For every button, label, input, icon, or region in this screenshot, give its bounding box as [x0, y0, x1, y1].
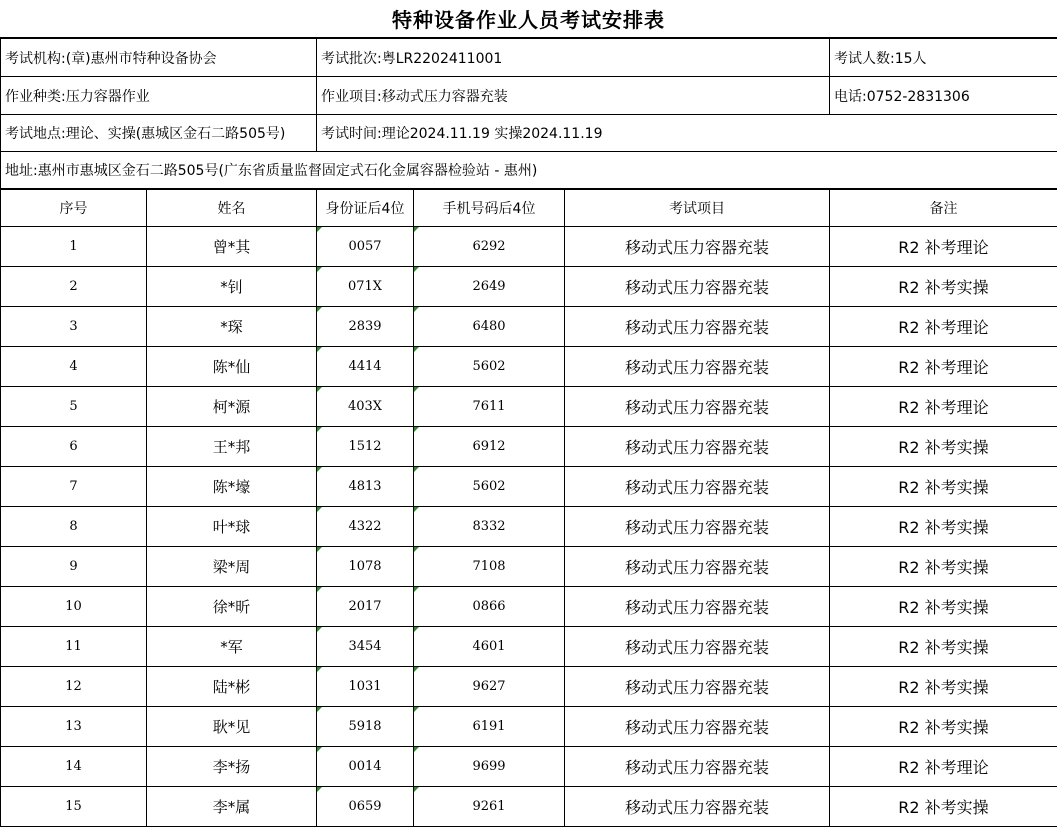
project-cell[interactable]: 移动式压力容器充装 — [565, 507, 830, 547]
seq-cell[interactable]: 4 — [1, 347, 147, 387]
address-cell[interactable]: 地址:惠州市惠城区金石二路505号(广东省质量监督固定式石化金属容器检验站 - 惠州) — [1, 152, 1057, 189]
phone4-cell[interactable]: 7108 — [414, 547, 565, 587]
location-cell[interactable]: 考试地点:理论、实操(惠城区金石二路505号) — [1, 115, 317, 152]
id4-cell[interactable]: 4414 — [317, 347, 414, 387]
phone4-cell[interactable]: 2649 — [414, 267, 565, 307]
table-row — [1, 467, 1057, 507]
item-cell[interactable]: 作业项目:移动式压力容器充装 — [317, 77, 830, 115]
id4-cell[interactable]: 4813 — [317, 467, 414, 507]
remark-cell[interactable]: R2 补考实操 — [830, 267, 1057, 307]
table-row — [1, 587, 1057, 627]
table-row — [1, 747, 1057, 787]
name-cell[interactable]: 李*属 — [147, 787, 317, 827]
column-header-phone4[interactable]: 手机号码后4位 — [414, 190, 565, 227]
category-cell[interactable]: 作业种类:压力容器作业 — [1, 77, 317, 115]
id4-cell[interactable]: 2017 — [317, 587, 414, 627]
id4-cell[interactable]: 2839 — [317, 307, 414, 347]
name-cell[interactable]: 李*扬 — [147, 747, 317, 787]
phone-cell[interactable]: 电话:0752-2831306 — [830, 77, 1057, 115]
name-cell[interactable]: 陈*仙 — [147, 347, 317, 387]
project-cell[interactable]: 移动式压力容器充装 — [565, 427, 830, 467]
name-cell[interactable]: *钊 — [147, 267, 317, 307]
table-row — [1, 427, 1057, 467]
column-header-name[interactable]: 姓名 — [147, 190, 317, 227]
table-row — [1, 667, 1057, 707]
table-row — [1, 347, 1057, 387]
seq-cell[interactable]: 8 — [1, 507, 147, 547]
seq-cell[interactable]: 9 — [1, 547, 147, 587]
seq-cell[interactable]: 13 — [1, 707, 147, 747]
phone4-cell[interactable]: 9627 — [414, 667, 565, 707]
table-body — [1, 227, 1057, 827]
name-cell[interactable]: 陈*壕 — [147, 467, 317, 507]
phone4-cell[interactable]: 5602 — [414, 467, 565, 507]
table-row — [1, 627, 1057, 667]
project-cell[interactable]: 移动式压力容器充装 — [565, 387, 830, 427]
seq-cell[interactable]: 11 — [1, 627, 147, 667]
remark-cell[interactable]: R2 补考实操 — [830, 467, 1057, 507]
seq-cell[interactable]: 1 — [1, 227, 147, 267]
remark-cell[interactable]: R2 补考实操 — [830, 547, 1057, 587]
remark-cell[interactable]: R2 补考实操 — [830, 667, 1057, 707]
table-row — [1, 547, 1057, 587]
institution-cell[interactable]: 考试机构:(章)惠州市特种设备协会 — [1, 39, 317, 77]
remark-cell[interactable]: R2 补考实操 — [830, 627, 1057, 667]
name-cell[interactable]: *军 — [147, 627, 317, 667]
phone4-cell[interactable]: 9699 — [414, 747, 565, 787]
project-cell[interactable]: 移动式压力容器充装 — [565, 587, 830, 627]
seq-cell[interactable]: 2 — [1, 267, 147, 307]
project-cell[interactable]: 移动式压力容器充装 — [565, 667, 830, 707]
table-row — [1, 707, 1057, 747]
remark-cell[interactable]: R2 补考实操 — [830, 507, 1057, 547]
project-cell[interactable]: 移动式压力容器充装 — [565, 267, 830, 307]
column-header-seq[interactable]: 序号 — [1, 190, 147, 227]
id4-cell[interactable]: 5918 — [317, 707, 414, 747]
name-cell[interactable]: 叶*球 — [147, 507, 317, 547]
candidate-table — [0, 189, 1057, 827]
column-header-remark[interactable]: 备注 — [830, 190, 1057, 227]
project-cell[interactable]: 移动式压力容器充装 — [565, 307, 830, 347]
project-cell[interactable]: 移动式压力容器充装 — [565, 467, 830, 507]
name-cell[interactable]: 柯*源 — [147, 387, 317, 427]
name-cell[interactable]: 徐*昕 — [147, 587, 317, 627]
id4-cell[interactable]: 4322 — [317, 507, 414, 547]
phone4-cell[interactable]: 6912 — [414, 427, 565, 467]
remark-cell[interactable]: R2 补考理论 — [830, 307, 1057, 347]
project-cell[interactable]: 移动式压力容器充装 — [565, 547, 830, 587]
remark-cell[interactable]: R2 补考理论 — [830, 747, 1057, 787]
remark-cell[interactable]: R2 补考实操 — [830, 707, 1057, 747]
seq-cell[interactable]: 7 — [1, 467, 147, 507]
batch-cell[interactable]: 考试批次:粤LR2202411001 — [317, 39, 830, 77]
name-cell[interactable]: *琛 — [147, 307, 317, 347]
remark-cell[interactable]: R2 补考实操 — [830, 787, 1057, 827]
id4-cell[interactable]: 1031 — [317, 667, 414, 707]
seq-cell[interactable]: 5 — [1, 387, 147, 427]
column-header-project[interactable]: 考试项目 — [565, 190, 830, 227]
project-cell[interactable]: 移动式压力容器充装 — [565, 227, 830, 267]
id4-cell[interactable]: 0014 — [317, 747, 414, 787]
phone4-cell[interactable]: 8332 — [414, 507, 565, 547]
project-cell[interactable]: 移动式压力容器充装 — [565, 707, 830, 747]
remark-cell[interactable]: R2 补考实操 — [830, 587, 1057, 627]
remark-cell[interactable]: R2 补考理论 — [830, 347, 1057, 387]
id4-cell[interactable]: 071X — [317, 267, 414, 307]
table-row — [1, 787, 1057, 827]
id4-cell[interactable]: 1512 — [317, 427, 414, 467]
table-row — [1, 267, 1057, 307]
project-cell[interactable]: 移动式压力容器充装 — [565, 347, 830, 387]
table-row — [1, 227, 1057, 267]
phone4-cell[interactable]: 9261 — [414, 787, 565, 827]
id4-cell[interactable]: 403X — [317, 387, 414, 427]
remark-cell[interactable]: R2 补考理论 — [830, 227, 1057, 267]
seq-cell[interactable]: 14 — [1, 747, 147, 787]
phone4-cell[interactable]: 6480 — [414, 307, 565, 347]
id4-cell[interactable]: 0659 — [317, 787, 414, 827]
phone4-cell[interactable]: 4601 — [414, 627, 565, 667]
page-title: 特种设备作业人员考试安排表 — [0, 0, 1057, 38]
name-cell[interactable]: 耿*见 — [147, 707, 317, 747]
table-row — [1, 507, 1057, 547]
remark-cell[interactable]: R2 补考实操 — [830, 427, 1057, 467]
project-cell[interactable]: 移动式压力容器充装 — [565, 747, 830, 787]
id4-cell[interactable]: 1078 — [317, 547, 414, 587]
phone4-cell[interactable]: 6191 — [414, 707, 565, 747]
phone4-cell[interactable]: 5602 — [414, 347, 565, 387]
seq-cell[interactable]: 10 — [1, 587, 147, 627]
id4-cell[interactable]: 3454 — [317, 627, 414, 667]
table-header-row — [1, 190, 1057, 227]
name-cell[interactable]: 梁*周 — [147, 547, 317, 587]
phone4-cell[interactable]: 7611 — [414, 387, 565, 427]
remark-cell[interactable]: R2 补考理论 — [830, 387, 1057, 427]
phone4-cell[interactable]: 6292 — [414, 227, 565, 267]
time-cell[interactable]: 考试时间:理论2024.11.19 实操2024.11.19 — [317, 115, 1057, 152]
project-cell[interactable]: 移动式压力容器充装 — [565, 787, 830, 827]
id4-cell[interactable]: 0057 — [317, 227, 414, 267]
column-header-id4[interactable]: 身份证后4位 — [317, 190, 414, 227]
seq-cell[interactable]: 15 — [1, 787, 147, 827]
table-row — [1, 387, 1057, 427]
name-cell[interactable]: 王*邦 — [147, 427, 317, 467]
phone4-cell[interactable]: 0866 — [414, 587, 565, 627]
name-cell[interactable]: 曾*其 — [147, 227, 317, 267]
name-cell[interactable]: 陆*彬 — [147, 667, 317, 707]
project-cell[interactable]: 移动式压力容器充装 — [565, 627, 830, 667]
count-cell[interactable]: 考试人数:15人 — [830, 39, 1057, 77]
table-row — [1, 307, 1057, 347]
seq-cell[interactable]: 6 — [1, 427, 147, 467]
info-table — [0, 38, 1057, 189]
seq-cell[interactable]: 3 — [1, 307, 147, 347]
seq-cell[interactable]: 12 — [1, 667, 147, 707]
